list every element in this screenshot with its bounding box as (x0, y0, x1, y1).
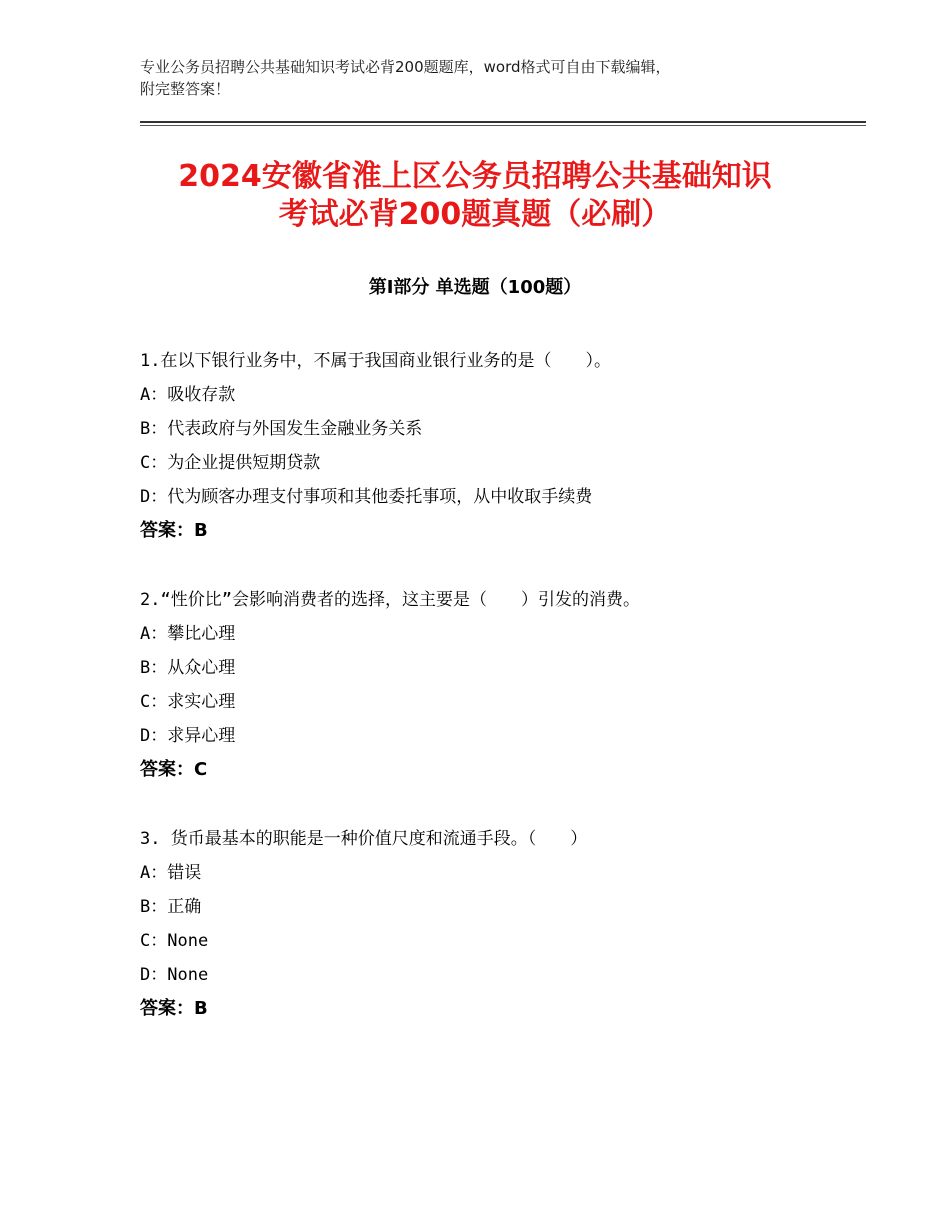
answer-label: 答案：B (140, 998, 208, 1019)
section-title: 第Ⅰ部分 单选题（100题） (368, 277, 582, 298)
document-title (120, 158, 830, 234)
option-d: D：None (140, 965, 209, 985)
question-stem: 3. 货币最基本的职能是一种价值尺度和流通手段。（ ） (140, 829, 588, 849)
option-a: A：吸收存款 (140, 385, 236, 405)
option-b: B：代表政府与外国发生金融业务关系 (140, 419, 423, 439)
question-3 (140, 822, 880, 1026)
header-note-line-2: 附完整答案！ (140, 80, 231, 98)
question-stem: 2.“性价比”会影响消费者的选择，这主要是（ ）引发的消费。 (140, 590, 640, 610)
option-b: B：正确 (140, 897, 202, 917)
answer-label: 答案：B (140, 520, 208, 541)
question-list (140, 344, 880, 1061)
option-b: B：从众心理 (140, 658, 236, 678)
document-title-line-2: 考试必背200题真题（必刷） (278, 197, 672, 232)
question-2 (140, 583, 880, 787)
header-note (140, 56, 840, 100)
question-1 (140, 344, 880, 548)
answer-label: 答案：C (140, 759, 208, 780)
option-a: A：错误 (140, 863, 202, 883)
option-d: D：代为顾客办理支付事项和其他委托事项，从中收取手续费 (140, 487, 593, 507)
option-c: C：求实心理 (140, 692, 236, 712)
option-d: D：求异心理 (140, 726, 236, 746)
question-stem: 1.在以下银行业务中，不属于我国商业银行业务的是（ ）。 (140, 351, 611, 371)
option-c: C：None (140, 931, 209, 951)
document-title-line-1: 2024安徽省淮上区公务员招聘公共基础知识 (178, 159, 772, 194)
header-divider-thin (140, 125, 866, 126)
option-c: C：为企业提供短期贷款 (140, 453, 321, 473)
header-note-line-1: 专业公务员招聘公共基础知识考试必背200题题库，word格式可自由下载编辑， (140, 58, 671, 76)
option-a: A：攀比心理 (140, 624, 236, 644)
header-divider-thick (140, 121, 866, 123)
